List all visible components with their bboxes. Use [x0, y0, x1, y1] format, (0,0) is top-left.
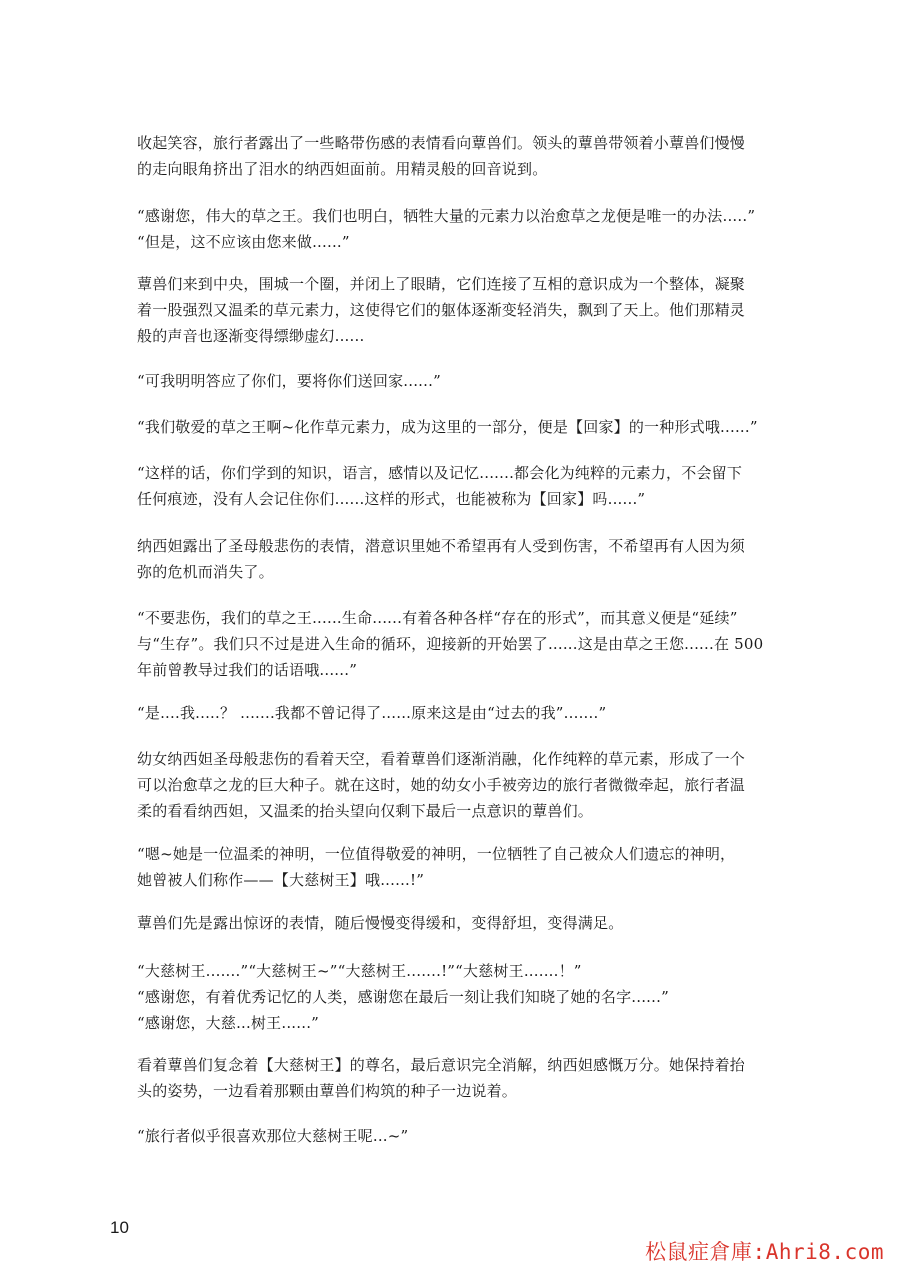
paragraph-8: [137, 605, 777, 683]
text-line: 般的声音也逐渐变得缥缈虚幻......: [137, 327, 365, 345]
paragraph-1: [137, 130, 777, 182]
text-line: 柔的看看纳西妲，又温柔的抬头望向仅剩下最后一点意识的蕈兽们。: [137, 802, 594, 820]
paragraph-7: [137, 533, 777, 585]
text-line: “可我明明答应了你们，要将你们送回家......”: [137, 372, 441, 390]
page-number: 10: [110, 1218, 129, 1237]
text-line: “但是，这不应该由您来做......”: [137, 233, 350, 251]
text-line: “大慈树王.......”“大慈树王~”“大慈树王.......!”“大慈树王.......！”: [137, 962, 582, 980]
paragraph-13: [137, 958, 777, 1036]
text-line: “感谢您，伟大的草之王。我们也明白，牺牲大量的元素力以治愈草之龙便是唯一的办法.....”: [137, 207, 756, 225]
paragraph-12: [137, 910, 777, 936]
text-line: 看着蕈兽们复念着【大慈树王】的尊名，最后意识完全消解，纳西妲感慨万分。她保持着抬: [137, 1056, 746, 1074]
text-line: “感谢您，大慈...树王......”: [137, 1014, 320, 1032]
text-line: 头的姿势，一边看着那颗由蕈兽们构筑的种子一边说着。: [137, 1082, 518, 1100]
text-line: “嗯~她是一位温柔的神明，一位值得敬爱的神明，一位牺牲了自己被众人们遗忘的神明，: [137, 845, 736, 863]
paragraph-5: [137, 414, 777, 440]
text-line: “是....我.....？ .......我都不曾记得了......原来这是由“过去的我”.......”: [137, 704, 607, 722]
paragraph-4: [137, 368, 777, 394]
text-line: 纳西妲露出了圣母般悲伤的表情，潜意识里她不希望再有人受到伤害，不希望再有人因为须: [137, 537, 746, 555]
text-line: “我们敬爱的草之王啊~化作草元素力，成为这里的一部分，便是【回家】的一种形式哦......”: [137, 418, 758, 436]
text-line: 弥的危机而消失了。: [137, 563, 274, 581]
watermark-text: 松鼠症倉庫:Ahri8.com: [645, 1240, 884, 1264]
text-line: 年前曾教导过我们的话语哦......”: [137, 661, 358, 679]
paragraph-14: [137, 1052, 777, 1104]
text-line: 蕈兽们来到中央，围城一个圈，并闭上了眼睛，它们连接了互相的意识成为一个整体，凝聚: [137, 275, 746, 293]
paragraph-3: [137, 271, 777, 349]
text-line: 蕈兽们先是露出惊讶的表情，随后慢慢变得缓和，变得舒坦，变得满足。: [137, 914, 624, 932]
text-line: 的走向眼角挤出了泪水的纳西妲面前。用精灵般的回音说到。: [137, 160, 548, 178]
text-line: 任何痕迹，没有人会记住你们......这样的形式，也能被称为【回家】吗......”: [137, 490, 646, 508]
text-line: 她曾被人们称作——【大慈树王】哦......!”: [137, 871, 425, 889]
paragraph-11: [137, 841, 777, 893]
text-line: 着一股强烈又温柔的草元素力，这使得它们的躯体逐渐变轻消失，飘到了天上。他们那精灵: [137, 301, 746, 319]
text-line: “旅行者似乎很喜欢那位大慈树王呢...~”: [137, 1127, 409, 1145]
paragraph-15: [137, 1123, 777, 1149]
text-line: 可以治愈草之龙的巨大种子。就在这时，她的幼女小手被旁边的旅行者微微牵起，旅行者温: [137, 776, 746, 794]
text-line: 与“生存”。我们只不过是进入生命的循环，迎接新的开始罢了......这是由草之王您......在 500: [137, 635, 764, 653]
paragraph-10: [137, 746, 777, 824]
paragraph-2: [137, 203, 777, 255]
text-line: “不要悲伤，我们的草之王......生命......有着各种各样“存在的形式”，而其意义便是“延续”: [137, 609, 738, 627]
text-line: 收起笑容，旅行者露出了一些略带伤感的表情看向蕈兽们。领头的蕈兽带领着小蕈兽们慢慢: [137, 134, 746, 152]
text-line: 幼女纳西妲圣母般悲伤的看着天空，看着蕈兽们逐渐消融，化作纯粹的草元素，形成了一个: [137, 750, 746, 768]
text-line: “感谢您，有着优秀记忆的人类，感谢您在最后一刻让我们知晓了她的名字......”: [137, 988, 669, 1006]
paragraph-9: [137, 700, 777, 726]
text-line: “这样的话，你们学到的知识，语言，感情以及记忆.......都会化为纯粹的元素力，不会留下: [137, 464, 743, 482]
paragraph-6: [137, 460, 777, 512]
